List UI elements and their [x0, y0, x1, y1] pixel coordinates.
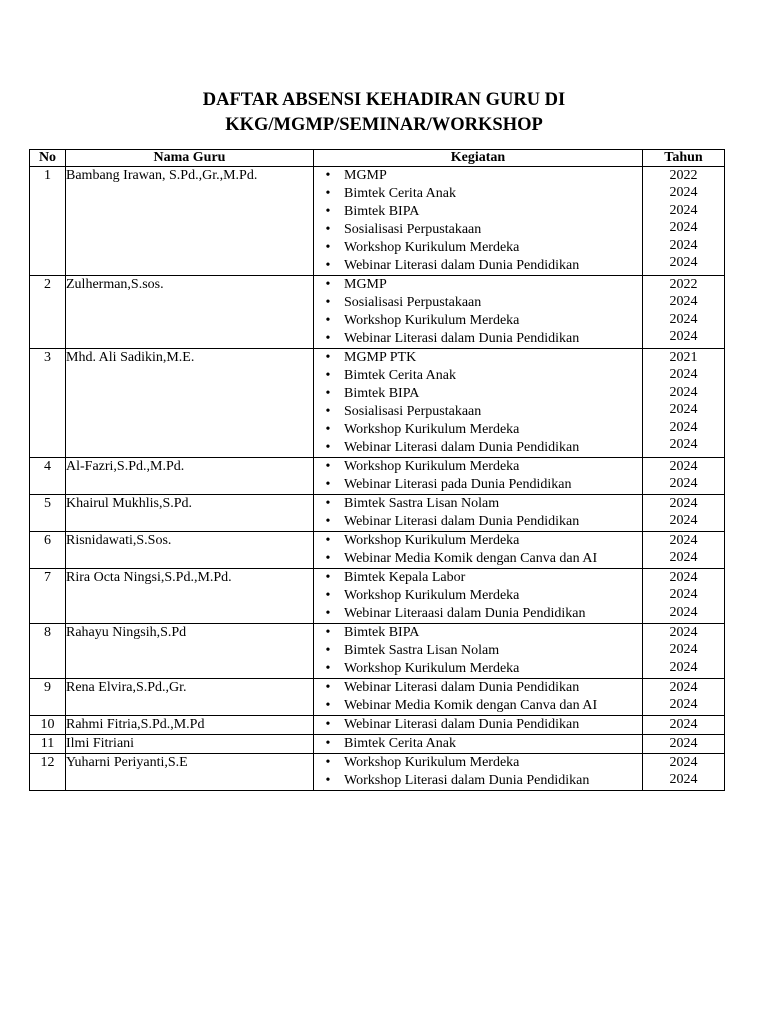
year-item: 2024 — [669, 625, 698, 640]
activity-list — [314, 624, 642, 678]
row-number: 2 — [30, 276, 66, 349]
activities-cell — [314, 569, 643, 624]
year-item: 2024 — [669, 402, 698, 418]
bullet-icon: • — [325, 717, 331, 732]
year-item: 2024 — [669, 436, 698, 452]
row-number: 11 — [30, 735, 66, 754]
year-list — [643, 735, 724, 752]
row-number: 3 — [30, 349, 66, 458]
activity-item — [314, 772, 642, 790]
table-row — [30, 754, 725, 791]
activity-text: Sosialisasi Perpustakaan — [344, 295, 482, 310]
activity-item — [314, 735, 642, 753]
activity-item — [314, 367, 642, 385]
activity-text: Bimtek BIPA — [344, 625, 420, 640]
bullet-icon: • — [325, 625, 331, 640]
bullet-icon: • — [325, 368, 331, 383]
table-row — [30, 167, 725, 276]
bullet-icon: • — [325, 186, 331, 201]
year-item: 2024 — [669, 513, 698, 529]
bullet-icon: • — [325, 551, 331, 566]
document-title — [0, 88, 768, 138]
year-list — [643, 716, 724, 733]
activity-text: Webinar Media Komik dengan Canva dan AI — [344, 698, 598, 713]
activity-item — [314, 624, 642, 642]
year-item: 2024 — [669, 185, 698, 201]
years-cell — [643, 532, 725, 569]
year-item: 2024 — [669, 419, 698, 435]
activity-item — [314, 679, 642, 697]
row-number: 9 — [30, 679, 66, 716]
table-row — [30, 495, 725, 532]
activity-text: Webinar Literasi dalam Dunia Pendidikan — [344, 717, 580, 732]
table-row — [30, 716, 725, 735]
years-cell — [643, 754, 725, 791]
activities-cell — [314, 276, 643, 349]
activity-item — [314, 294, 642, 312]
teacher-name: Mhd. Ali Sadikin,M.E. — [66, 349, 314, 458]
row-number: 1 — [30, 167, 66, 276]
table-body — [30, 167, 725, 791]
year-item: 2024 — [669, 294, 698, 310]
year-list — [643, 532, 724, 567]
table-row — [30, 349, 725, 458]
activity-item — [314, 239, 642, 257]
activities-cell — [314, 679, 643, 716]
bullet-icon: • — [325, 277, 331, 292]
bullet-icon: • — [325, 514, 331, 529]
activity-item — [314, 587, 642, 605]
year-list — [643, 624, 724, 676]
activity-text: MGMP — [344, 168, 387, 183]
activity-text: Webinar Literaasi dalam Dunia Pendidikan — [344, 606, 586, 621]
year-item: 2022 — [669, 168, 698, 183]
activity-item — [314, 605, 642, 623]
activity-text: Webinar Literasi dalam Dunia Pendidikan — [344, 680, 580, 695]
activities-cell — [314, 532, 643, 569]
activity-item — [314, 385, 642, 403]
title-line-1: DAFTAR ABSENSI KEHADIRAN GURU DI — [202, 90, 566, 110]
year-item: 2024 — [669, 642, 698, 658]
bullet-icon: • — [325, 698, 331, 713]
activity-text: Workshop Literasi dalam Dunia Pendidikan — [344, 773, 590, 788]
bullet-icon: • — [325, 459, 331, 474]
bullet-icon: • — [325, 755, 331, 770]
activities-cell — [314, 716, 643, 735]
header-name: Nama Guru — [66, 150, 314, 167]
header-no: No — [30, 150, 66, 167]
year-item: 2024 — [669, 202, 698, 218]
bullet-icon: • — [325, 661, 331, 676]
activity-item — [314, 221, 642, 239]
year-item: 2024 — [669, 533, 698, 548]
years-cell — [643, 349, 725, 458]
teacher-name: Yuharni Periyanti,S.E — [66, 754, 314, 791]
year-item: 2024 — [669, 237, 698, 253]
year-list — [643, 754, 724, 789]
year-item: 2022 — [669, 277, 698, 292]
activity-text: Webinar Media Komik dengan Canva dan AI — [344, 551, 598, 566]
year-item: 2024 — [669, 604, 698, 620]
bullet-icon: • — [325, 773, 331, 788]
year-list — [643, 349, 724, 453]
table-header-row — [30, 150, 725, 167]
teacher-name: Bambang Irawan, S.Pd.,Gr.,M.Pd. — [66, 167, 314, 276]
activity-text: Bimtek Kepala Labor — [344, 570, 466, 585]
activity-list — [314, 495, 642, 531]
activity-text: Bimtek Sastra Lisan Nolam — [344, 643, 500, 658]
bullet-icon: • — [325, 533, 331, 548]
bullet-icon: • — [325, 313, 331, 328]
year-list — [643, 458, 724, 493]
teacher-name: Khairul Mukhlis,S.Pd. — [66, 495, 314, 532]
activity-text: Webinar Literasi dalam Dunia Pendidikan — [344, 258, 580, 273]
activities-cell — [314, 495, 643, 532]
activity-list — [314, 532, 642, 568]
activity-text: Webinar Literasi dalam Dunia Pendidikan — [344, 440, 580, 455]
activity-item — [314, 403, 642, 421]
activity-text: Webinar Literasi dalam Dunia Pendidikan — [344, 514, 580, 529]
activities-cell — [314, 458, 643, 495]
bullet-icon: • — [325, 606, 331, 621]
years-cell — [643, 735, 725, 754]
activity-text: Bimtek Cerita Anak — [344, 186, 456, 201]
activity-text: Sosialisasi Perpustakaan — [344, 222, 482, 237]
activity-text: Webinar Literasi pada Dunia Pendidikan — [344, 477, 572, 492]
year-item: 2024 — [669, 697, 698, 713]
year-item: 2024 — [669, 550, 698, 566]
activity-list — [314, 167, 642, 275]
year-item: 2024 — [669, 220, 698, 236]
table-row — [30, 735, 725, 754]
activities-cell — [314, 735, 643, 754]
years-cell — [643, 569, 725, 624]
year-item: 2021 — [669, 350, 698, 365]
bullet-icon: • — [325, 295, 331, 310]
years-cell — [643, 458, 725, 495]
bullet-icon: • — [325, 422, 331, 437]
years-cell — [643, 276, 725, 349]
year-item: 2024 — [669, 254, 698, 270]
bullet-icon: • — [325, 168, 331, 183]
activity-item — [314, 569, 642, 587]
activity-list — [314, 569, 642, 623]
activity-list — [314, 349, 642, 457]
activity-item — [314, 513, 642, 531]
row-number: 5 — [30, 495, 66, 532]
activities-cell — [314, 349, 643, 458]
bullet-icon: • — [325, 204, 331, 219]
activity-list — [314, 679, 642, 715]
year-item: 2024 — [669, 755, 698, 770]
bullet-icon: • — [325, 258, 331, 273]
bullet-icon: • — [325, 570, 331, 585]
activity-item — [314, 167, 642, 185]
activity-item — [314, 458, 642, 476]
year-item: 2024 — [669, 384, 698, 400]
bullet-icon: • — [325, 588, 331, 603]
year-item: 2024 — [669, 680, 698, 695]
activity-item — [314, 495, 642, 513]
activity-item — [314, 312, 642, 330]
activity-text: Bimtek Sastra Lisan Nolam — [344, 496, 500, 511]
year-item: 2024 — [669, 659, 698, 675]
header-kegiatan: Kegiatan — [314, 150, 643, 167]
year-item: 2024 — [669, 311, 698, 327]
row-number: 12 — [30, 754, 66, 791]
year-item: 2024 — [669, 717, 698, 732]
row-number: 6 — [30, 532, 66, 569]
table-row — [30, 624, 725, 679]
teacher-name: Al-Fazri,S.Pd.,M.Pd. — [66, 458, 314, 495]
activity-text: Workshop Kurikulum Merdeka — [344, 755, 520, 770]
activity-item — [314, 421, 642, 439]
activity-item — [314, 642, 642, 660]
activity-list — [314, 735, 642, 753]
year-list — [643, 167, 724, 271]
year-item: 2024 — [669, 476, 698, 492]
activity-item — [314, 276, 642, 294]
bullet-icon: • — [325, 496, 331, 511]
teacher-name: Rahayu Ningsih,S.Pd — [66, 624, 314, 679]
bullet-icon: • — [325, 350, 331, 365]
teacher-name: Rira Octa Ningsi,S.Pd.,M.Pd. — [66, 569, 314, 624]
year-item: 2024 — [669, 459, 698, 474]
bullet-icon: • — [325, 386, 331, 401]
activity-text: Bimtek BIPA — [344, 386, 420, 401]
years-cell — [643, 716, 725, 735]
year-item: 2024 — [669, 496, 698, 511]
activity-item — [314, 349, 642, 367]
teacher-name: Rahmi Fitria,S.Pd.,M.Pd — [66, 716, 314, 735]
year-list — [643, 495, 724, 530]
activity-text: MGMP PTK — [344, 350, 417, 365]
activity-item — [314, 439, 642, 457]
table-row — [30, 679, 725, 716]
year-item: 2024 — [669, 736, 698, 751]
year-item: 2024 — [669, 587, 698, 603]
activity-list — [314, 276, 642, 348]
year-item: 2024 — [669, 570, 698, 585]
activities-cell — [314, 624, 643, 679]
year-item: 2024 — [669, 367, 698, 383]
activity-text: Workshop Kurikulum Merdeka — [344, 422, 520, 437]
table-row — [30, 458, 725, 495]
activity-item — [314, 185, 642, 203]
years-cell — [643, 495, 725, 532]
bullet-icon: • — [325, 331, 331, 346]
bullet-icon: • — [325, 736, 331, 751]
header-tahun: Tahun — [643, 150, 725, 167]
activities-cell — [314, 754, 643, 791]
activity-text: Workshop Kurikulum Merdeka — [344, 533, 520, 548]
row-number: 7 — [30, 569, 66, 624]
activity-item — [314, 330, 642, 348]
teacher-name: Risnidawati,S.Sos. — [66, 532, 314, 569]
activity-item — [314, 203, 642, 221]
activity-item — [314, 550, 642, 568]
bullet-icon: • — [325, 404, 331, 419]
activity-text: Bimtek BIPA — [344, 204, 420, 219]
activity-text: Workshop Kurikulum Merdeka — [344, 240, 520, 255]
row-number: 4 — [30, 458, 66, 495]
table-row — [30, 276, 725, 349]
bullet-icon: • — [325, 440, 331, 455]
bullet-icon: • — [325, 240, 331, 255]
bullet-icon: • — [325, 643, 331, 658]
bullet-icon: • — [325, 680, 331, 695]
activity-text: Workshop Kurikulum Merdeka — [344, 661, 520, 676]
table-row — [30, 532, 725, 569]
year-item: 2024 — [669, 329, 698, 345]
teacher-name: Zulherman,S.sos. — [66, 276, 314, 349]
years-cell — [643, 679, 725, 716]
activity-item — [314, 754, 642, 772]
year-list — [643, 679, 724, 714]
activity-text: MGMP — [344, 277, 387, 292]
year-item: 2024 — [669, 772, 698, 788]
activity-text: Sosialisasi Perpustakaan — [344, 404, 482, 419]
activity-text: Webinar Literasi dalam Dunia Pendidikan — [344, 331, 580, 346]
activity-text: Workshop Kurikulum Merdeka — [344, 588, 520, 603]
year-list — [643, 276, 724, 346]
activity-text: Workshop Kurikulum Merdeka — [344, 459, 520, 474]
bullet-icon: • — [325, 222, 331, 237]
teacher-name: Rena Elvira,S.Pd.,Gr. — [66, 679, 314, 716]
activity-text: Workshop Kurikulum Merdeka — [344, 313, 520, 328]
bullet-icon: • — [325, 477, 331, 492]
activity-item — [314, 257, 642, 275]
activity-item — [314, 716, 642, 734]
table-row — [30, 569, 725, 624]
years-cell — [643, 624, 725, 679]
activity-list — [314, 458, 642, 494]
activity-text: Bimtek Cerita Anak — [344, 736, 456, 751]
activity-item — [314, 476, 642, 494]
title-line-2: KKG/MGMP/SEMINAR/WORKSHOP — [225, 115, 543, 135]
years-cell — [643, 167, 725, 276]
activity-list — [314, 754, 642, 790]
activities-cell — [314, 167, 643, 276]
activity-text: Bimtek Cerita Anak — [344, 368, 456, 383]
activity-item — [314, 697, 642, 715]
activity-item — [314, 532, 642, 550]
activity-list — [314, 716, 642, 734]
activity-item — [314, 660, 642, 678]
teacher-name: Ilmi Fitriani — [66, 735, 314, 754]
row-number: 8 — [30, 624, 66, 679]
year-list — [643, 569, 724, 621]
row-number: 10 — [30, 716, 66, 735]
attendance-table — [29, 149, 725, 791]
